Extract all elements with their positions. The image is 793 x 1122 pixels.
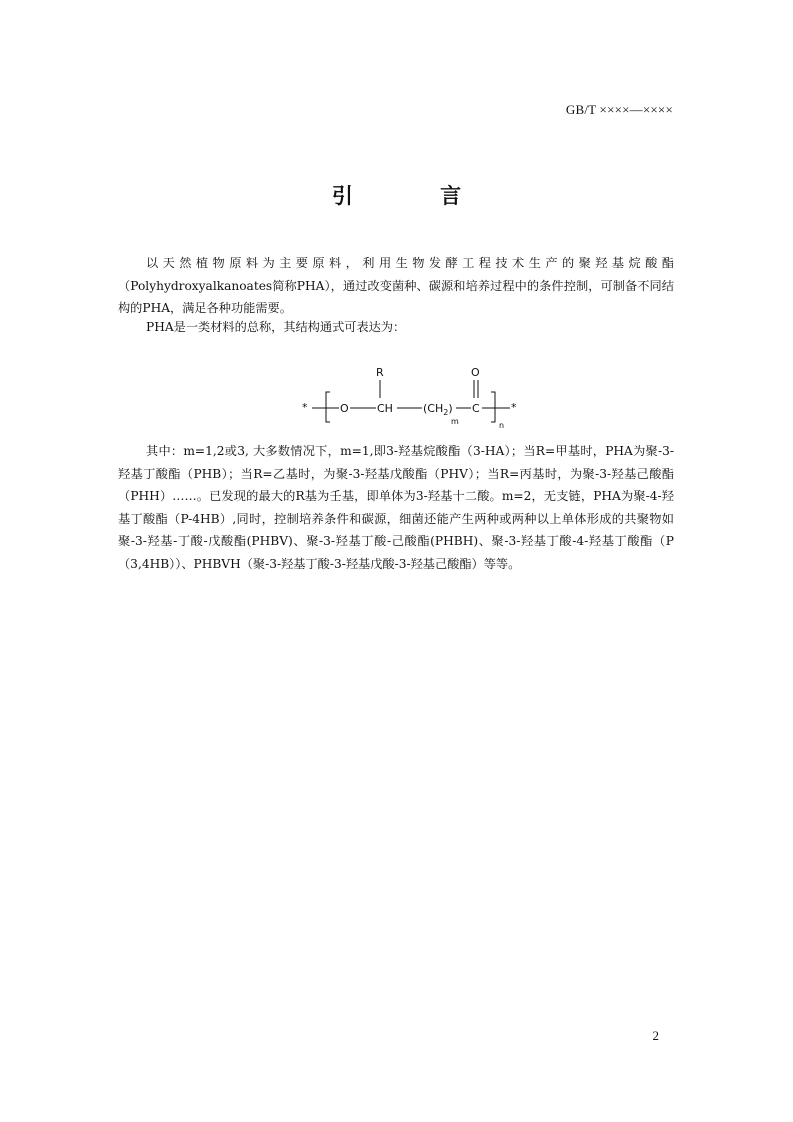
formula-methylene: $(CH_2)$ [423,402,453,417]
intro-paragraph-1: 以天然植物原料为主要原料，利用生物发酵工程技术生产的聚羟基烷酸酯（Polyhydroxyalkanoates简称PHA），通过改变菌种、碳源和培养过程中的条件控制，可制备不同结构的PHA，满足各种功能需要。 [118,256,674,315]
section-title: 引 言 [331,184,502,208]
pha-structure-formula [290,360,530,434]
intro-paragraph-3: 其中：m=1,2或3, 大多数情况下，m=1,即3-羟基烷酸酯（3-HA）；当R=甲基时，PHA为聚-3-羟基丁酸酯（PHB）；当R=乙基时，为聚-3-羟基戊酸酯（PHV）；当R=丙基时，为聚-3-羟基己酸酯（PHH）……。已发现的最大的R基为壬基，即单体为3-羟基十二酸。m=2，无支链，PHA为聚-4-羟基丁酸酯（P-4HB）,同时，控制培养条件和碳源，细菌还能产生两种或两种以上单体形成的共聚物如聚-3-羟基-丁酸-戊酸酯(PHBV)、聚-3-羟基丁酸-己酸酯(PHBH)、聚-3-羟基丁酸-4-羟基丁酸酯（P（3,4HB））、PHBVH（聚-3-羟基丁酸-3-羟基戊酸-3-羟基己酸酯）等等。 [118,444,674,571]
formula-methine: CH [377,402,393,415]
formula-index-m: m [451,417,459,426]
page-number: 2 [652,1028,659,1043]
formula-ether-oxygen: O [340,402,349,415]
formula-substituent-r: R [376,366,384,379]
intro-paragraph-2: PHA是一类材料的总称，其结构通式可表达为： [146,320,406,334]
formula-carbon: C [472,402,480,415]
formula-right-bracket [491,392,495,422]
formula-carbonyl-oxygen: O [471,366,480,379]
formula-star-right: * [511,401,517,414]
formula-star-left: * [302,401,308,414]
formula-index-n: n [499,421,505,430]
formula-left-bracket [326,392,330,422]
standard-code: GB/T ××××—×××× [565,102,673,117]
